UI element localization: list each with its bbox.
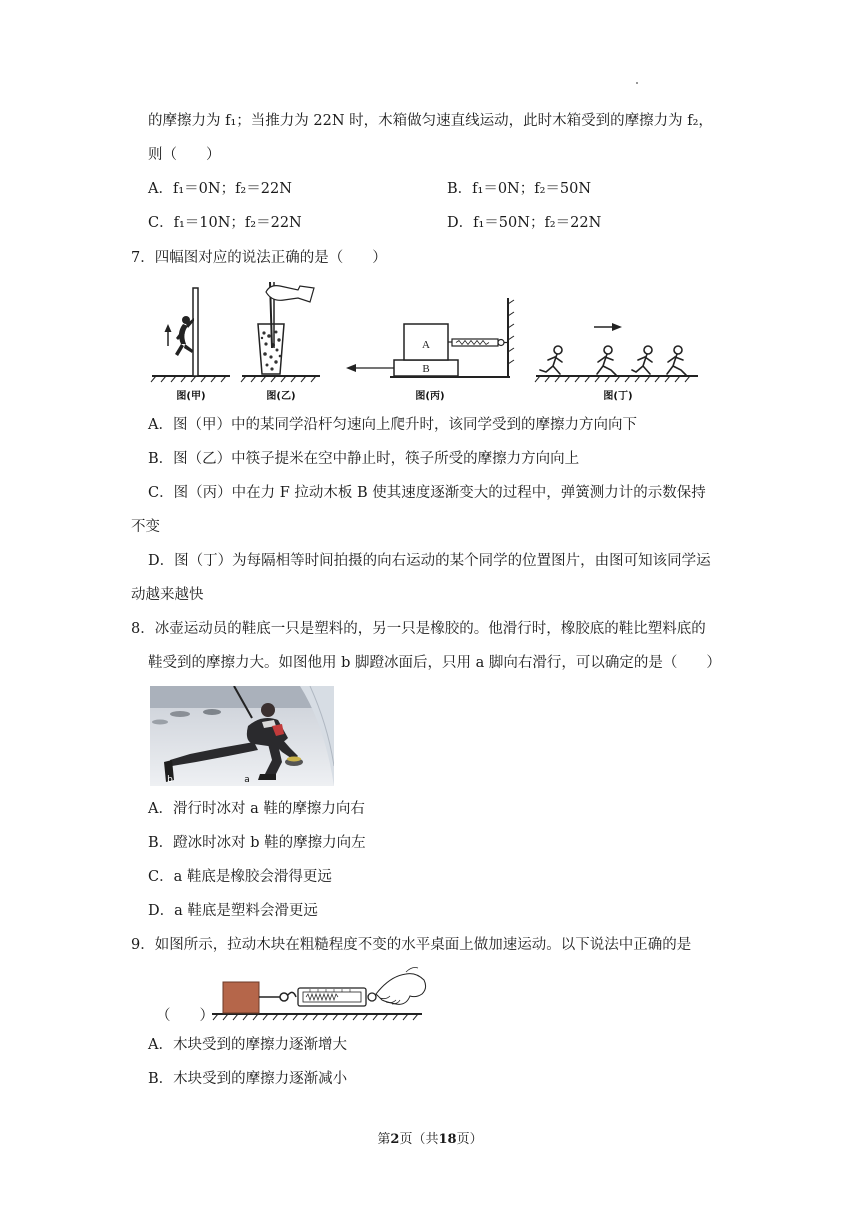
photo-label-b: b (167, 775, 173, 785)
figure-bing-spring-scale (346, 298, 514, 377)
fig-label-ding: 图(丁) (603, 391, 633, 402)
fig-label-bing: 图(丙) (415, 391, 445, 402)
footer-prefix: 第 (377, 1132, 391, 1147)
page-footer (0, 1128, 860, 1147)
footer-suffix: 页） (456, 1132, 483, 1147)
q7-four-figures (148, 278, 708, 408)
q7-option-c-line2: 不变 (131, 519, 160, 535)
q6-stem-continued: 的摩擦力为 f₁；当推力为 22N 时，木箱做匀速直线运动，此时木箱受到的摩擦力为 f₂， (148, 113, 713, 129)
q9-stem: 9．如图所示，拉动木块在粗糙程度不变的水平桌面上做加速运动。以下说法中正确的是 (131, 937, 692, 953)
q7-option-d-line1: D．图（丁）为每隔相等时间拍摄的向右运动的某个同学的位置图片，由图可知该同学运 (148, 553, 711, 569)
fig-label-yi: 图(乙) (266, 391, 296, 402)
q6-stem-end: 则（ ） (148, 147, 221, 163)
figure-yi-chopsticks-rice (241, 282, 320, 382)
q7-option-d-line2: 动越来越快 (131, 587, 204, 603)
q7-option-a: A．图（甲）中的某同学沿杆匀速向上爬升时，该同学受到的摩擦力方向向下 (148, 417, 637, 433)
q8-stem-line1: 8．冰壶运动员的鞋底一只是塑料的，另一只是橡胶的。他滑行时，橡胶底的鞋比塑料底的 (131, 621, 706, 637)
q6-option-d: D．f₁＝50N；f₂＝22N (447, 215, 602, 231)
block-a-label: A (422, 339, 430, 351)
q9-option-b: B．木块受到的摩擦力逐渐减小 (148, 1071, 348, 1087)
q8-curling-photo (150, 686, 334, 786)
q8-stem-line2: 鞋受到的摩擦力大。如图他用 b 脚蹬冰面后，只用 a 脚向右滑行，可以确定的是（ ） (148, 655, 721, 671)
scan-dot (636, 82, 638, 84)
figure-jia-climber (151, 288, 230, 382)
q7-option-b: B．图（乙）中筷子提米在空中静止时，筷子所受的摩擦力方向向上 (148, 451, 580, 467)
q9-answer-paren: （ ） (156, 1008, 214, 1024)
q7-stem: 7．四幅图对应的说法正确的是（ ） (131, 250, 387, 266)
q7-option-c-line1: C．图（丙）中在力 F 拉动木板 B 使其速度逐渐变大的过程中，弹簧测力计的示数保持 (148, 485, 706, 501)
photo-label-a: a (244, 775, 250, 785)
q9-wood-block-figure (210, 962, 430, 1024)
q6-option-c: C．f₁＝10N；f₂＝22N (148, 215, 302, 231)
footer-page-number: 2 (390, 1132, 400, 1147)
block-b-label: B (422, 363, 430, 375)
figure-ding-runners (535, 323, 698, 382)
q6-option-a: A．f₁＝0N；f₂＝22N (148, 181, 292, 197)
fig-label-jia: 图(甲) (176, 391, 206, 402)
q6-option-b: B．f₁＝0N；f₂＝50N (447, 181, 592, 197)
q8-option-a: A．滑行时冰对 a 鞋的摩擦力向右 (148, 801, 365, 817)
q8-option-b: B．蹬冰时冰对 b 鞋的摩擦力向左 (148, 835, 366, 851)
q8-option-c: C．a 鞋底是橡胶会滑得更远 (148, 869, 332, 885)
q9-option-a: A．木块受到的摩擦力逐渐增大 (148, 1037, 347, 1053)
footer-total-pages: 18 (438, 1132, 457, 1147)
q8-option-d: D．a 鞋底是塑料会滑更远 (148, 903, 318, 919)
footer-mid: 页（共 (399, 1132, 439, 1147)
